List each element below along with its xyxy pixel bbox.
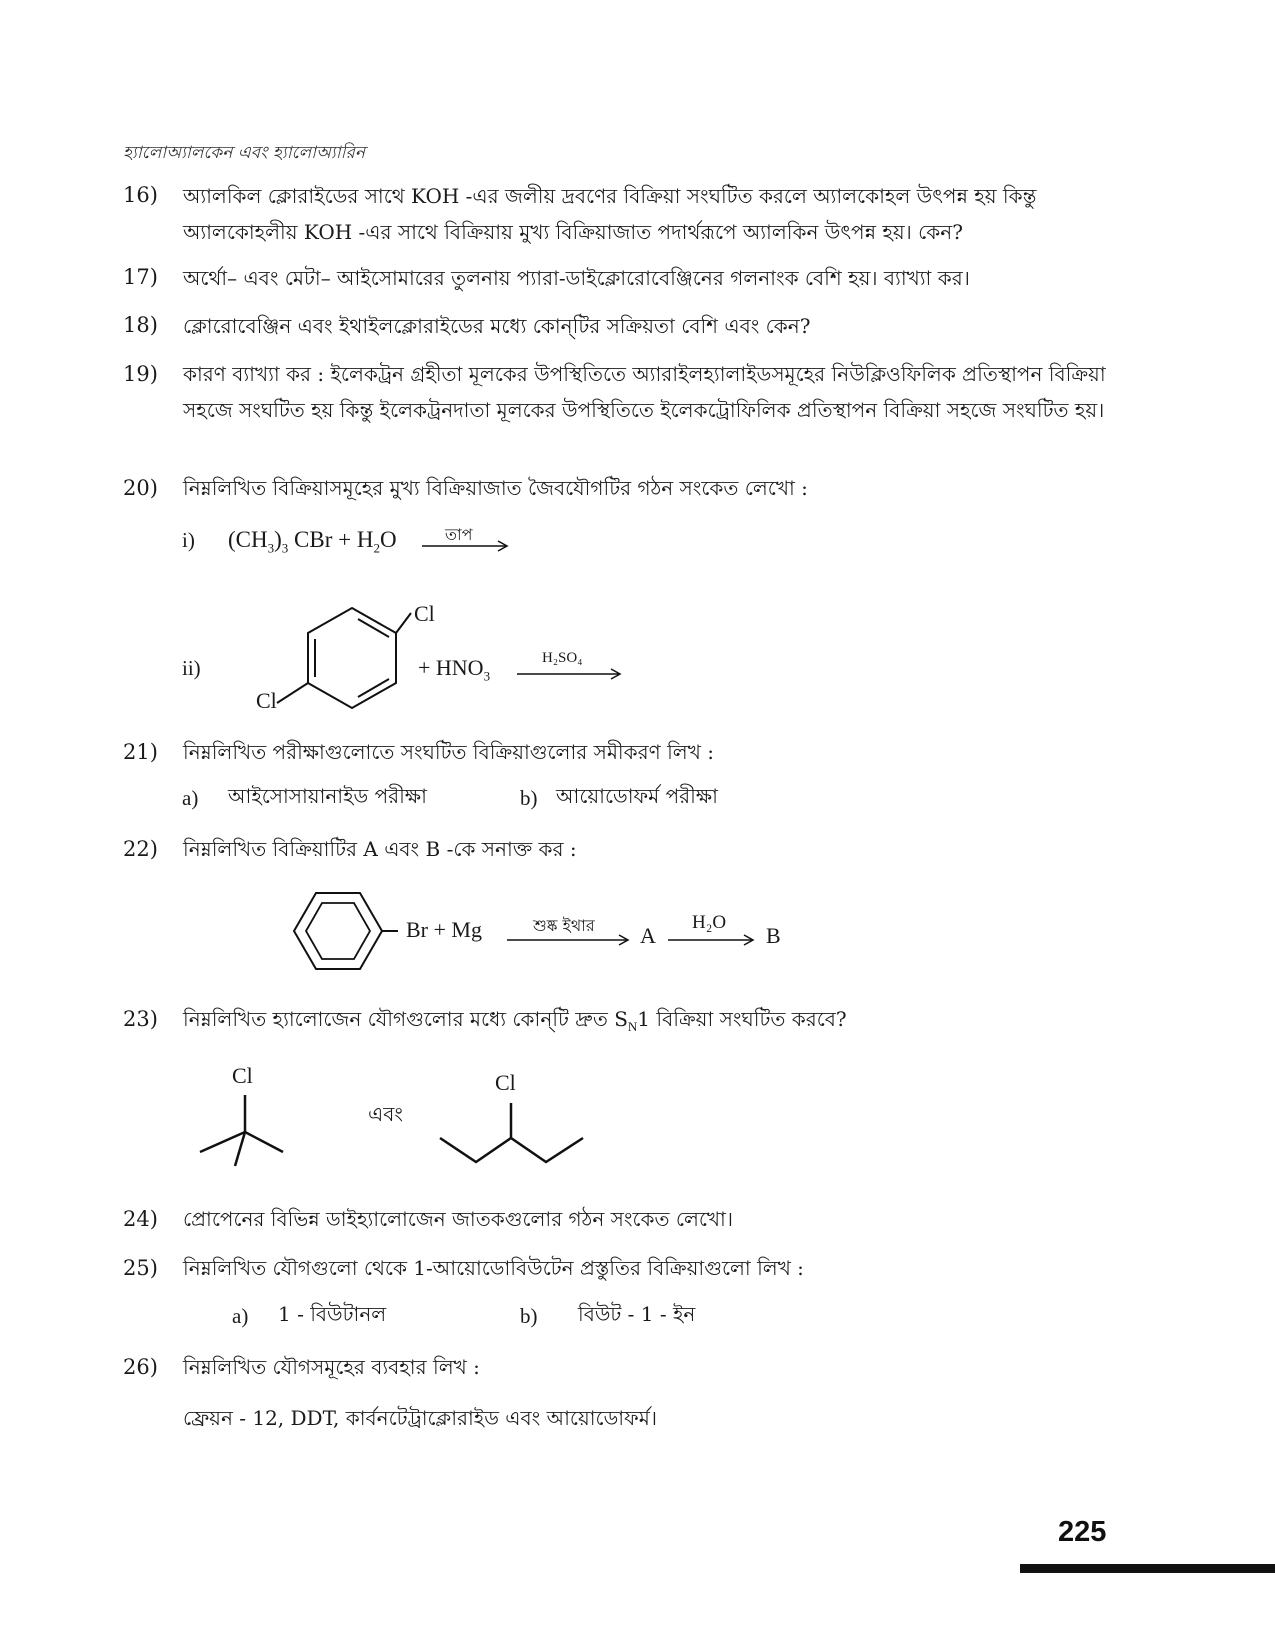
question-text-line2: ফ্রেয়ন - 12, DDT, কার্বনটেট্রাক্লোরাইড এবং আয়োডোফর্ম। — [183, 1406, 657, 1430]
question-text: নিম্নলিখিত বিক্রিয়াটির A এবং B -কে সনাক্ত কর : — [183, 837, 577, 861]
arrow-label: তাপ — [445, 525, 473, 544]
question-text: প্রোপেনের বিভিন্ন ডাইহ্যালোজেন জাতকগুলোর গঠন সংকেত লেখো। — [183, 1207, 734, 1231]
sub-label: a) — [182, 786, 199, 810]
tert-butyl-chloride-structure — [195, 1090, 285, 1170]
sub-text: 1 - বিউটানল — [278, 1302, 387, 1326]
reaction-arrow — [515, 665, 625, 683]
sub-text: বিউট - 1 - ইন — [578, 1302, 696, 1326]
question-text: নিম্নলিখিত হ্যালোজেন যৌগগুলোর মধ্যে কোন্‌টি দ্রুত $S_N1$ বিক্রিয়া সংঘটিত করবে? — [183, 1007, 847, 1034]
question-text: অ্যালকিল ক্লোরাইডের সাথে KOH -এর জলীয় দ্রবণের বিক্রিয়া সংঘটিত করলে অ্যালকোহল উৎপন্ন হয় কিন্তু অ্যালকোহলীয় KOH -এর সাথে বিক্রিয়ায় মুখ্য বিক্রিয়াজাত পদার্থরূপে অ্যালকিন উৎপন্ন হয়। কেন? — [183, 184, 1037, 244]
sec-butyl-chloride-structure — [438, 1098, 588, 1168]
arrow-label: শুষ্ক ইথার — [533, 916, 595, 935]
question-number: 24) — [123, 1207, 158, 1231]
question-number: 22) — [123, 837, 158, 861]
question-number: 19) — [123, 362, 158, 386]
question-text: অর্থো– এবং মেটা– আইসোমারের তুলনায় প্যারা-ডাইক্লোরোবেঞ্জিনের গলনাংক বেশি হয়। ব্যাখ্যা কর। — [183, 266, 970, 290]
reagent: Br + Mg — [406, 917, 482, 942]
product-a: A — [640, 923, 656, 948]
page-number: 225 — [1058, 1516, 1107, 1548]
question-text: নিম্নলিখিত যৌগসমূহের ব্যবহার লিখ : — [183, 1355, 480, 1379]
reaction-arrow — [420, 537, 512, 555]
question-text: নিম্নলিখিত বিক্রিয়াসমূহের মুখ্য বিক্রিয়াজাত জৈবযৌগটির গঠন সংকেত লেখো : — [183, 476, 808, 500]
question-text: নিম্নলিখিত পরীক্ষাগুলোতে সংঘটিত বিক্রিয়াগুলোর সমীকরণ লিখ : — [183, 740, 714, 764]
question-text: নিম্নলিখিত যৌগগুলো থেকে 1-আয়োডোবিউটেন প্রস্তুতির বিক্রিয়াগুলো লিখ : — [183, 1256, 804, 1280]
sub-label: a) — [232, 1304, 249, 1328]
sub-label: i) — [182, 528, 195, 552]
running-header: হ্যালোঅ্যালকেন এবং হ্যালোঅ্যারিন — [123, 143, 366, 163]
question-number: 23) — [123, 1007, 158, 1031]
sub-label: b) — [520, 1304, 538, 1328]
equation-i: $(CH_3)_3$ CBr + $H_2O$ — [228, 527, 397, 556]
footer-rule — [1020, 1564, 1275, 1573]
arrow-label: H₂SO₄ — [542, 650, 583, 666]
sub-text: আয়োডোফর্ম পরীক্ষা — [556, 784, 718, 808]
conjunction-text: এবং — [368, 1102, 403, 1126]
reaction-arrow — [505, 931, 633, 949]
question-number: 17) — [123, 265, 158, 289]
question-number: 25) — [123, 1256, 158, 1280]
product-b: B — [766, 923, 781, 948]
question-number: 16) — [123, 183, 158, 207]
sub-label: ii) — [182, 656, 201, 680]
reaction-arrow — [666, 931, 758, 949]
question-text: ক্লোরোবেঞ্জিন এবং ইথাইলক্লোরাইডের মধ্যে কোন্‌টির সক্রিয়তা বেশি এবং কেন? — [183, 314, 811, 338]
chlorine-label: Cl — [232, 1063, 253, 1088]
benzene-ring-structure — [270, 885, 400, 977]
sub-text: আইসোসায়ানাইড পরীক্ষা — [228, 784, 427, 808]
question-number: 20) — [123, 476, 158, 500]
question-number: 18) — [123, 313, 158, 337]
chlorine-label: Cl — [414, 601, 435, 626]
question-number: 21) — [123, 740, 158, 764]
arrow-label: H₂O — [692, 912, 727, 933]
reagent: + $HNO_3$ — [418, 655, 491, 684]
chlorine-label: Cl — [495, 1070, 516, 1095]
chlorine-label: Cl — [256, 688, 277, 713]
question-number: 26) — [123, 1355, 158, 1379]
sub-label: b) — [520, 786, 538, 810]
question-text: কারণ ব্যাখ্যা কর : ইলেকট্রন গ্রহীতা মূলকের উপস্থিতিতে অ্যারাইলহ্যালাইডসমূহের নিউক্লিওফিলিক প্রতিস্থাপন বিক্রিয়া সহজে সংঘটিত হয় কিন্তু ইলেকট্রনদাতা মূলকের উপস্থিতিতে ইলেকট্রোফিলিক প্রতিস্থাপন বিক্রিয়া সহজে সংঘটিত হয়। — [183, 362, 1106, 422]
